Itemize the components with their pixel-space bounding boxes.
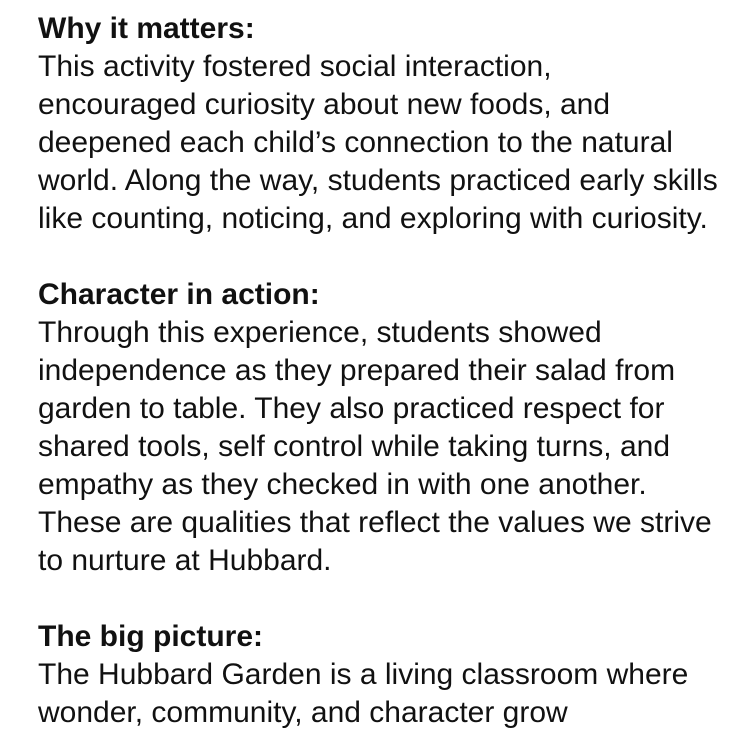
section-the-big-picture <box>38 618 720 732</box>
section-body: This activity fostered social interaction, encouraged curiosity about new foods, and deepened each child’s connection to the natural world. Along the way, students practiced early skills like counting, noticing, and exploring with curiosity. <box>38 50 718 235</box>
section-body: Through this experience, students showed independence as they prepared their salad from garden to table. They also practiced respect for shared tools, self control while taking turns, and empathy as they checked in with one another. These are qualities that reflect the values we strive to nurture at Hubbard. <box>38 316 712 577</box>
section-heading: Why it matters: <box>38 12 255 45</box>
section-why-it-matters <box>38 10 720 238</box>
section-body: The Hubbard Garden is a living classroom where wonder, community, and character grow <box>38 658 689 729</box>
section-character-in-action <box>38 276 720 580</box>
section-heading: The big picture: <box>38 620 263 653</box>
section-heading: Character in action: <box>38 278 320 311</box>
